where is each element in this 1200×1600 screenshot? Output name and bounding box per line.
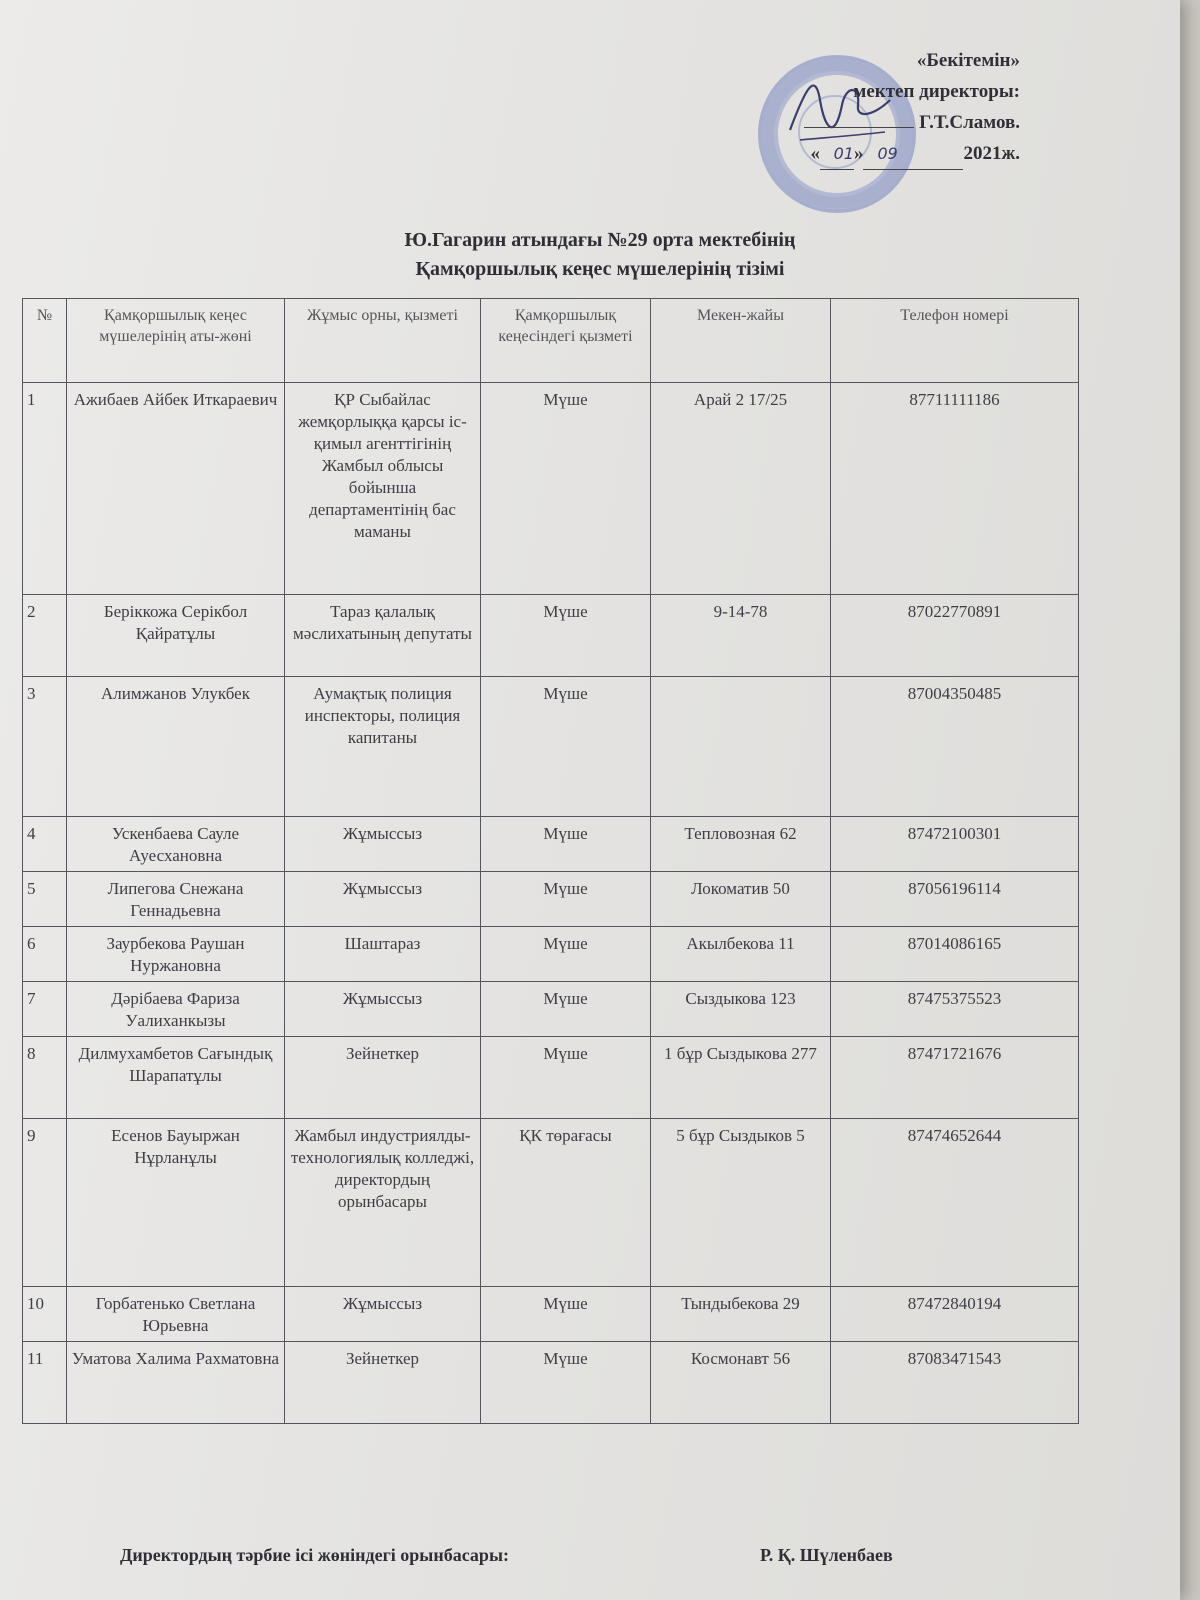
member-role: ҚК төрағасы [481,1119,651,1287]
header-job: Жұмыс орны, қызметі [285,299,481,383]
row-number: 1 [23,383,67,595]
member-role: Мүше [481,872,651,927]
member-phone: 87472100301 [831,817,1079,872]
member-phone: 87056196114 [831,872,1079,927]
title-school: Ю.Гагарин атындағы №29 орта мектебінің [404,229,796,251]
member-job: Жұмыссыз [285,1287,481,1342]
table-header-row [23,299,1079,383]
member-job: Жұмыссыз [285,872,481,927]
member-address: Космонавт 56 [651,1342,831,1424]
member-job: Зейнеткер [285,1342,481,1424]
approval-director-name: Г.Т.Сламов. [720,107,1020,138]
member-job: Жұмыссыз [285,817,481,872]
approval-date: « 01» 09 2021ж. [720,138,1020,170]
member-address: Тепловозная 62 [651,817,831,872]
table-row [23,872,1079,927]
footer-signer: Р. Қ. Шүленбаев [760,1545,893,1565]
member-address: 9-14-78 [651,595,831,677]
member-phone: 87474652644 [831,1119,1079,1287]
row-number: 5 [23,872,67,927]
table-row [23,383,1079,595]
header-phone: Телефон номері [831,299,1079,383]
member-address: 1 бұр Сыздыкова 277 [651,1037,831,1119]
member-name: Есенов Бауыржан Нұрланұлы [67,1119,285,1287]
member-role: Мүше [481,927,651,982]
footer-position: Директордың тәрбие ісі жөніндегі орынбасары: [120,1545,509,1565]
member-name: Липегова Снежана Геннадьевна [67,872,285,927]
header-name: Қамқоршылық кеңес мүшелерінің аты-жөні [67,299,285,383]
member-role: Мүше [481,677,651,817]
handwritten-month: 09 [877,144,898,163]
row-number: 9 [23,1119,67,1287]
member-name: Заурбекова Раушан Нуржановна [67,927,285,982]
members-table [22,298,1079,1424]
member-phone: 87711111186 [831,383,1079,595]
approval-heading: «Бекітемін» [916,50,1020,71]
member-address: Локоматив 50 [651,872,831,927]
row-number: 4 [23,817,67,872]
title-list: Қамқоршылық кеңес мүшелерінің тізімі [415,258,785,280]
member-address [651,677,831,817]
member-job: ҚР Сыбайлас жемқорлыққа қарсы іс-қимыл агенттігінің Жамбыл облысы бойынша департаментінің бас маманы [285,383,481,595]
member-role: Мүше [481,1287,651,1342]
member-address: Арай 2 17/25 [651,383,831,595]
member-phone: 87475375523 [831,982,1079,1037]
member-phone: 87004350485 [831,677,1079,817]
header-number: № [23,299,67,383]
member-role: Мүше [481,595,651,677]
header-address: Мекен-жайы [651,299,831,383]
table-row [23,817,1079,872]
member-job: Жамбыл индустриялды-технологиялық колледжі, директордың орынбасары [285,1119,481,1287]
member-name: Горбатенько Светлана Юрьевна [67,1287,285,1342]
member-address: Сыздыкова 123 [651,982,831,1037]
table-row [23,982,1079,1037]
header-role: Қамқоршылық кеңесіндегі қызметі [481,299,651,383]
row-number: 10 [23,1287,67,1342]
handwritten-day: 01 [833,144,854,163]
row-number: 7 [23,982,67,1037]
member-phone: 87022770891 [831,595,1079,677]
member-name: Алимжанов Улукбек [67,677,285,817]
table-row [23,677,1079,817]
document-title [180,226,1020,284]
approval-block [720,45,1020,170]
member-role: Мүше [481,1037,651,1119]
member-name: Ускенбаева Сауле Ауесхановна [67,817,285,872]
member-address: Акылбекова 11 [651,927,831,982]
member-role: Мүше [481,817,651,872]
member-job: Зейнеткер [285,1037,481,1119]
table-row [23,1119,1079,1287]
member-job: Шаштараз [285,927,481,982]
table-row [23,1342,1079,1424]
member-address: 5 бұр Сыздыков 5 [651,1119,831,1287]
footer-signature [120,1545,980,1566]
row-number: 8 [23,1037,67,1119]
member-role: Мүше [481,383,651,595]
member-name: Дилмухамбетов Сағындық Шарапатұлы [67,1037,285,1119]
member-phone: 87083471543 [831,1342,1079,1424]
table-row [23,595,1079,677]
member-phone: 87014086165 [831,927,1079,982]
row-number: 6 [23,927,67,982]
member-address: Тындыбекова 29 [651,1287,831,1342]
member-name: Беріккожа Серікбол Қайратұлы [67,595,285,677]
member-job: Жұмыссыз [285,982,481,1037]
table-row [23,927,1079,982]
row-number: 3 [23,677,67,817]
member-job: Тараз қалалық мәслихатының депутаты [285,595,481,677]
approval-position: мектеп директоры: [853,81,1020,102]
row-number: 11 [23,1342,67,1424]
member-name: Дәрібаева Фариза Уалиханкызы [67,982,285,1037]
member-phone: 87472840194 [831,1287,1079,1342]
table-row [23,1037,1079,1119]
member-role: Мүше [481,982,651,1037]
member-job: Аумақтық полиция инспекторы, полиция капитаны [285,677,481,817]
member-phone: 87471721676 [831,1037,1079,1119]
member-name: Ажибаев Айбек Иткараевич [67,383,285,595]
row-number: 2 [23,595,67,677]
member-role: Мүше [481,1342,651,1424]
member-name: Уматова Халима Рахматовна [67,1342,285,1424]
table-row [23,1287,1079,1342]
